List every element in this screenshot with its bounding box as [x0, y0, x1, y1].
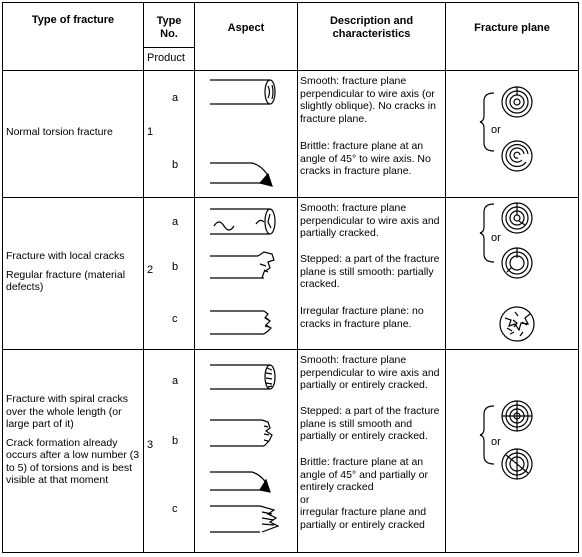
- product-label-2b: b: [172, 261, 179, 273]
- wire-spiral-crack-stepped-illustration: [210, 420, 272, 446]
- product-label-1a: a: [172, 92, 179, 104]
- type-description-1: Normal torsion fracture: [6, 126, 113, 138]
- description-3c: Brittle: fracture plane at an angle of 45° and partially or entirely cracked or irregular fracture plane and partially or entirely cracked: [300, 456, 428, 531]
- fracture-plane-irregular-illustration: [500, 307, 534, 341]
- type-description-3: Fracture with spiral cracks over the whole length (or large part of it) Crack formation already occurs after a low number (3 to 5) of torsions and is best visible at that moment: [6, 393, 140, 486]
- wire-brittle-fracture-illustration: [210, 163, 272, 186]
- or-label-2: or: [491, 232, 501, 244]
- header-type-no-line2: No.: [160, 28, 178, 40]
- or-label-3: or: [491, 436, 501, 448]
- product-label-2c: c: [172, 313, 178, 325]
- header-product: Product: [147, 52, 185, 64]
- fracture-plane-cracked-illustration: [480, 203, 532, 278]
- wire-stepped-fracture-illustration: [210, 252, 274, 278]
- product-label-3b: b: [172, 435, 179, 447]
- wire-spiral-crack-smooth-illustration: [210, 365, 275, 389]
- description-1a: Smooth: fracture plane perpendicular to wire axis (or slightly oblique). No cracks in fracture plane.: [300, 75, 436, 125]
- description-2a: Smooth: fracture plane perpendicular to wire axis and partially cracked.: [300, 202, 440, 239]
- description-1b: Brittle: fracture plane at an angle of 45° to wire axis. No cracks in fracture plane.: [300, 140, 431, 177]
- type-number-3: 3: [147, 439, 154, 451]
- header-description-line2: characteristics: [332, 28, 411, 40]
- header-aspect: Aspect: [227, 22, 265, 34]
- product-label-2a: a: [172, 216, 179, 228]
- header-type-no-line1: Type: [156, 15, 182, 27]
- description-3a: Smooth: fracture plane perpendicular to wire axis and partially or entirely cracked.: [300, 354, 440, 391]
- description-2c: Irregular fracture plane: no cracks in fracture plane.: [300, 305, 424, 330]
- fracture-plane-spiral-crack-illustration: [480, 401, 532, 479]
- or-label-1: or: [491, 124, 501, 136]
- description-3b: Stepped: a part of the fracture plane is still smooth and partially or entirely cracked.: [300, 405, 440, 442]
- wire-local-crack-illustration: [210, 209, 275, 234]
- type-number-1: 1: [147, 126, 154, 138]
- type-number-2: 2: [147, 264, 154, 276]
- fracture-plane-smooth-illustration: [480, 87, 532, 171]
- fracture-table: [2, 2, 579, 553]
- wire-spiral-crack-brittle-illustration: [210, 472, 270, 492]
- header-description-line1: Description and: [329, 15, 414, 27]
- type-description-2: Fracture with local cracks Regular fracture (material defects): [6, 250, 126, 293]
- header-type-of-fracture: Type of fracture: [31, 14, 115, 26]
- description-2b: Stepped: a part of the fracture plane is still smooth: partially cracked.: [300, 253, 440, 290]
- product-label-1b: b: [172, 159, 179, 171]
- fracture-illustrations: [2, 2, 579, 553]
- header-fracture-plane: Fracture plane: [474, 22, 550, 34]
- wire-spiral-crack-irregular-illustration: [210, 506, 278, 532]
- wire-irregular-fracture-illustration: [210, 311, 271, 334]
- wire-smooth-fracture-illustration: [210, 80, 275, 104]
- product-label-3a: a: [172, 375, 179, 387]
- product-label-3c: c: [172, 503, 178, 515]
